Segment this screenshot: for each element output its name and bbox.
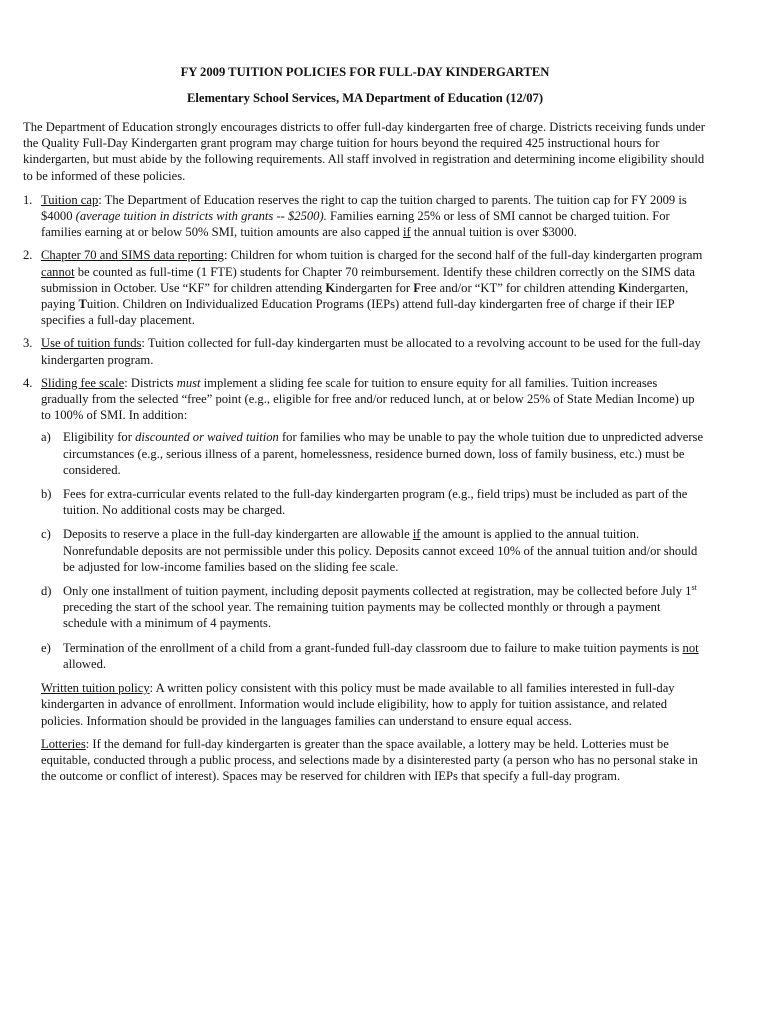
subitem-extra-fees (41, 486, 707, 518)
item-text: indergarten, paying (41, 280, 689, 312)
subitem-italic: discounted or waived tuition (135, 430, 279, 445)
item-number: 3. (23, 336, 33, 351)
subitem-letter: c) (41, 527, 51, 542)
item-heading: Chapter 70 and SIMS data reporting (41, 248, 224, 263)
item-text: Families earning 25% or less of SMI cannot be charged tuition. For families earning at or below 50% SMI, tuition amounts are also capped (41, 209, 670, 240)
item-text: : The Department of Education reserves the right to cap the tuition charged to parents. The tuition cap for FY 2009 is $4000 (41, 192, 687, 224)
subitem-text: preceding the start of the school year. The remaining tuition payments may be collected monthly or through a payment schedule with a minimum of 4 payments. (63, 600, 661, 631)
subitem-text: allowed. (63, 656, 107, 671)
item-text: : Children for whom tuition is charged for the second half of the full-day kindergarten program (223, 248, 703, 263)
subitem-letter: e) (41, 640, 51, 655)
policy-item-sliding-fee (23, 375, 707, 672)
policy-item-tuition-funds (23, 335, 707, 367)
item-text: implement a sliding fee scale for tuition to ensure equity for all families. Tuition increases gradually from the selected “free” point (e.g., eligible for free and/or reduced lunch, at or below 25% of State Median Income) up to 100% of SMI. In addition: (41, 375, 695, 423)
subitem-text: Only one installment of tuition payment, including deposit payments collected at registration, may be collected before July 1 (63, 584, 692, 599)
item-number: 4. (23, 375, 33, 390)
item-italic: (average tuition in districts with grants -- $2500). (75, 209, 327, 224)
item-number: 2. (23, 248, 33, 263)
item-heading: Use of tuition funds (41, 336, 142, 351)
policy-list (23, 192, 707, 672)
subitem-letter: b) (41, 487, 52, 502)
subitem-deposits (41, 526, 707, 575)
subitem-discounted-tuition (41, 429, 707, 478)
policy-item-tuition-cap (23, 192, 707, 241)
document-page (23, 64, 707, 791)
intro-paragraph: The Department of Education strongly encourages districts to offer full-day kindergarten free of charge. Districts receiving funds under the Quality Full-Day Kindergarten grant program may charge tuition for hours beyond the required 425 instructional hours for kindergarten, but must abide by the following requirements. All staff involved in registration and determining income eligibility should to be informed of these policies. (23, 120, 705, 183)
sliding-fee-sublist (41, 429, 707, 672)
item-bold: K (618, 280, 628, 295)
item-heading: Sliding fee scale (41, 375, 125, 390)
subitem-superscript: st (691, 582, 697, 592)
item-underline: cannot (41, 264, 75, 279)
subitem-text: the amount is applied to the annual tuition. Nonrefundable deposits are not permissible under this policy. Deposits cannot exceed 10% of the annual tuition and/or should be adjusted for low-income families based on the sliding fee scale. (63, 527, 698, 574)
subitem-text: Termination of the enrollment of a child from a grant-funded full-day classroom due to failure to make tuition payments is (63, 640, 683, 655)
item-text: uition. Children on Individualized Education Programs (IEPs) attend full-day kindergarten free of charge if their IEP specifies a full-day placement. (41, 297, 675, 328)
subitem-text: Deposits to reserve a place in the full-day kindergarten are allowable (63, 527, 413, 542)
item-text: the annual tuition is over $3000. (410, 225, 577, 240)
paragraph-text: : A written policy consistent with this policy must be made available to all families interested in full-day kindergarten in advance of enrollment. Information would include eligibility, how to apply for tuition assistance, and related policies. Information should be provided in the languages families can understand to ensure equal access. (41, 681, 675, 728)
item-number: 1. (23, 192, 33, 207)
subitem-installment (41, 583, 707, 632)
paragraph-heading: Written tuition policy (41, 681, 150, 696)
item-heading: Tuition cap (41, 192, 99, 207)
written-policy-paragraph (41, 680, 707, 729)
subitem-underline: if (412, 527, 421, 542)
policy-item-chapter-70 (23, 247, 707, 328)
subitem-letter: d) (41, 584, 52, 599)
paragraph-text: : If the demand for full-day kindergarten is greater than the space available, a lottery may be held. Lotteries must be equitable, conducted through a public process, and selections made by a disinterested party (a person who has no personal stake in the outcome or conflict of interest). Spaces may be reserved for children with IEPs that specify a full-day program. (41, 736, 698, 784)
item-text: ree and/or “KT” for children attending (420, 280, 619, 295)
item-text: indergarten for (335, 280, 414, 295)
paragraph-heading: Lotteries (41, 736, 86, 751)
lotteries-paragraph (41, 736, 707, 785)
document-subtitle: Elementary School Services, MA Department of Education (12/07) (186, 91, 544, 105)
item-bold: K (325, 280, 336, 295)
item-text: : Districts (124, 375, 177, 390)
item-underline: if (402, 225, 411, 240)
subitem-text: Eligibility for (63, 430, 136, 445)
document-title: FY 2009 TUITION POLICIES FOR FULL-DAY KINDERGARTEN (180, 65, 550, 79)
item-italic: must (176, 375, 201, 390)
subitem-termination (41, 640, 707, 672)
item-text: be counted as full-time (1 FTE) students for Chapter 70 reimbursement. Identify these children correctly on the SIMS data submission in October. Use “KF” for children attending (41, 264, 695, 295)
subitem-text: Fees for extra-curricular events related to the full-day kindergarten program (e.g., field trips) must be included as part of the tuition. No additional costs may be charged. (63, 487, 688, 518)
item-bold: F (413, 280, 421, 295)
item-bold: T (78, 297, 87, 312)
subitem-text: for families who may be unable to pay the whole tuition due to unpredicted adverse circumstances (e.g., serious illness of a parent, homelessness, residence burned down, loss of family business, etc.) must be considered. (63, 430, 704, 477)
subitem-underline: not (682, 640, 699, 655)
item-text: : Tuition collected for full-day kindergarten must be allocated to a revolving account to be used for the full-day kindergarten program. (41, 336, 701, 367)
subitem-letter: a) (41, 430, 51, 445)
